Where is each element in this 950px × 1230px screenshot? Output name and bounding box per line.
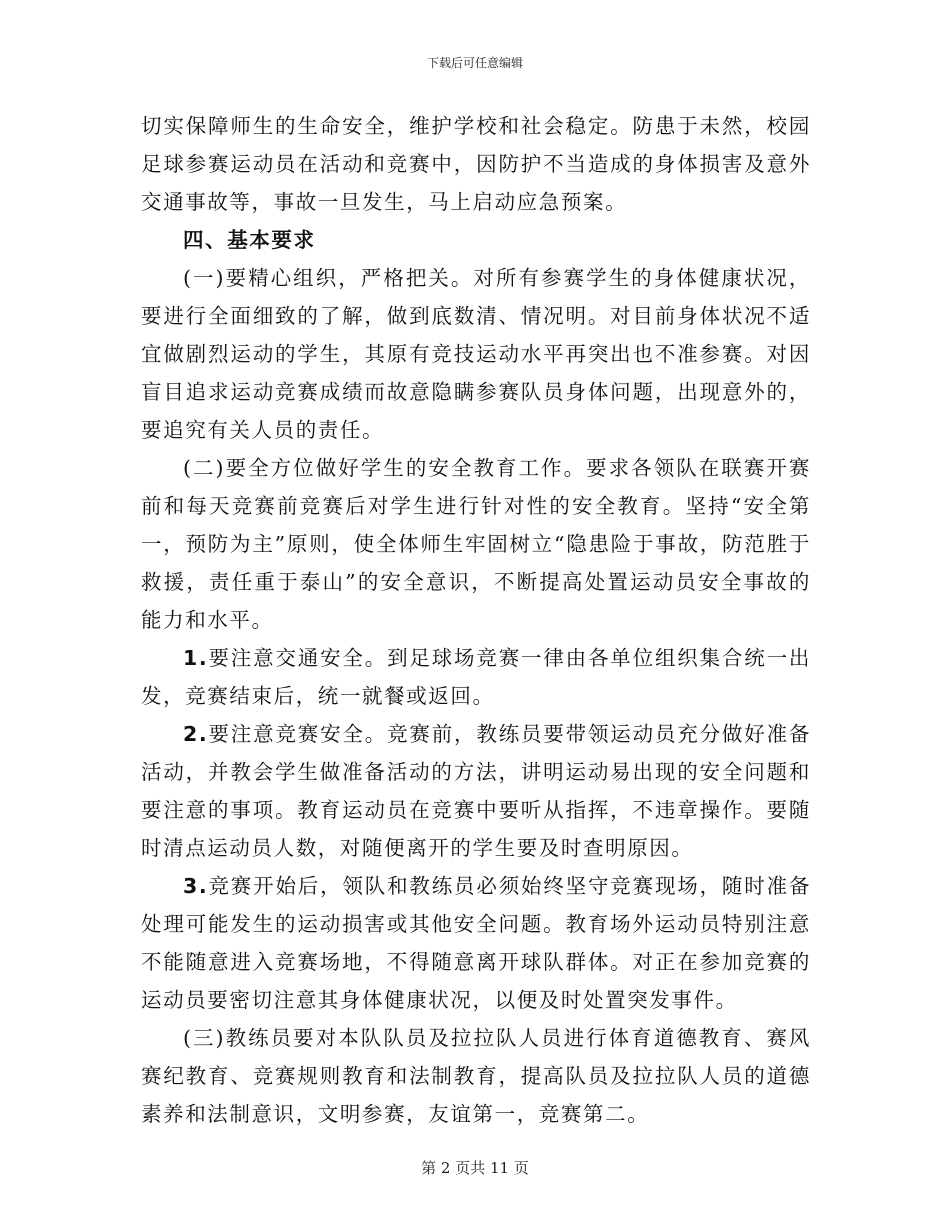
- section-heading: 四、基本要求: [183, 228, 316, 252]
- paragraph-traffic-safety: [141, 639, 811, 715]
- paragraph-competition-safety: [141, 715, 811, 867]
- paragraph-on-site-duty: [141, 867, 811, 1019]
- item-number: 1.: [183, 646, 209, 670]
- page-header: 下载后可任意编辑: [426, 56, 523, 70]
- item-text: 要注意交通安全。到足球场竞赛一律由各单位组织集合统一出发，竞赛结束后，统一就餐或返回。: [141, 646, 811, 708]
- paragraph-organize: (一)要精心组织，严格把关。对所有参赛学生的身体健康状况，要进行全面细致的了解，做到底数清、情况明。对目前身体状况不适宜做剧烈运动的学生，其原有竞技运动水平再突出也不准参赛。对因盲目追求运动竞赛成绩而故意隐瞒参赛队员身体问题，出现意外的，要追究有关人员的责任。: [141, 266, 811, 442]
- document-body: [141, 107, 811, 1133]
- page-number: 第 2 页共 11 页: [421, 1159, 529, 1177]
- item-number: 2.: [183, 722, 209, 746]
- paragraph-safety-education: (二)要全方位做好学生的安全教育工作。要求各领队在联赛开赛前和每天竞赛前竞赛后对学生进行针对性的安全教育。坚持“安全第一，预防为主”原则，使全体师生牢固树立“隐患险于事故，防范胜于救援，责任重于泰山”的安全意识，不断提高处置运动员安全事故的能力和水平。: [141, 456, 811, 632]
- item-number: 3.: [183, 874, 209, 898]
- item-text: 竞赛开始后，领队和教练员必须始终坚守竞赛现场，随时准备处理可能发生的运动损害或其他安全问题。教育场外运动员特别注意不能随意进入竞赛场地，不得随意离开球队群体。对正在参加竞赛的运动员要密切注意其身体健康状况，以便及时处置突发事件。: [141, 874, 811, 1012]
- item-text: 要注意竞赛安全。竞赛前，教练员要带领运动员充分做好准备活动，并教会学生做准备活动的方法，讲明运动易出现的安全问题和要注意的事项。教育运动员在竞赛中要听从指挥，不违章操作。要随时清点运动员人数，对随便离开的学生要及时查明原因。: [141, 722, 811, 860]
- paragraph-continuation: 切实保障师生的生命安全，维护学校和社会稳定。防患于未然，校园足球参赛运动员在活动和竞赛中，因防护不当造成的身体损害及意外交通事故等，事故一旦发生，马上启动应急预案。: [141, 114, 811, 214]
- paragraph-ethics-education: (三)教练员要对本队队员及拉拉队人员进行体育道德教育、赛风赛纪教育、竞赛规则教育和法制教育，提高队员及拉拉队人员的道德素养和法制意识，文明参赛，友谊第一，竞赛第二。: [141, 1026, 811, 1126]
